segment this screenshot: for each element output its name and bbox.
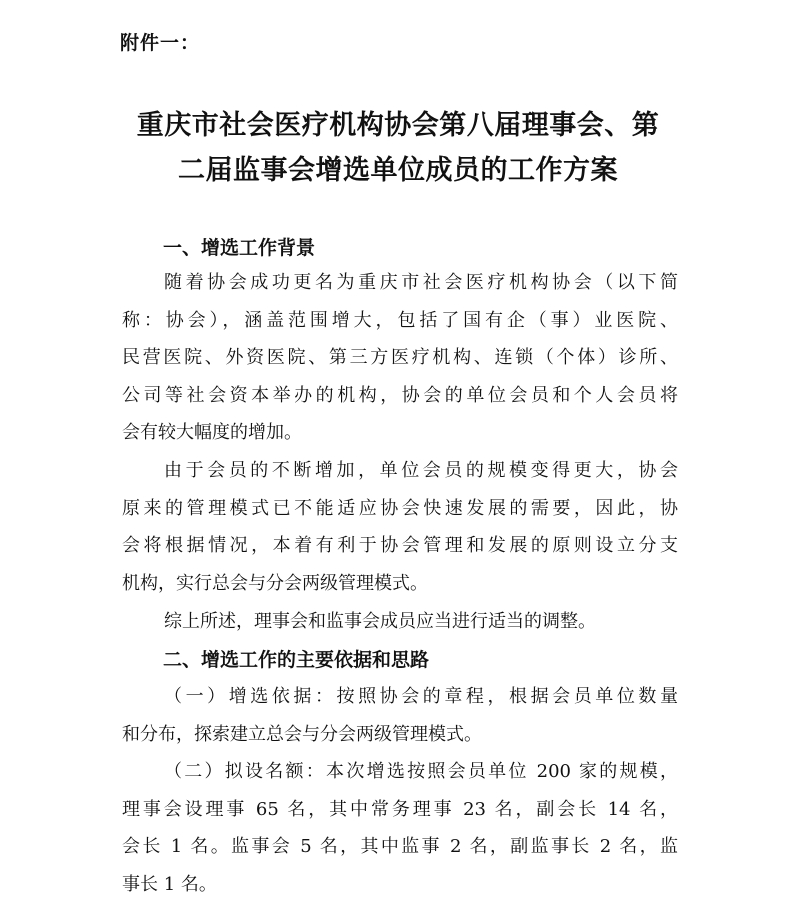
section-heading-background: 一、增选工作背景 bbox=[163, 237, 316, 259]
text-line: 原来的管理模式已不能适应协会快速发展的需要，因此，协 bbox=[122, 497, 678, 519]
text-line: 综上所述，理事会和监事会成员应当进行适当的调整。 bbox=[164, 611, 596, 632]
title-line-2: 二届监事会增选单位成员的工作方案 bbox=[178, 155, 618, 186]
paragraph-background-2 bbox=[122, 452, 678, 602]
title-line-1: 重庆市社会医疗机构协会第八届理事会、第 bbox=[136, 110, 660, 141]
text-line: 公司等社会资本举办的机构，协会的单位会员和个人会员将 bbox=[122, 384, 678, 406]
paragraph-basis bbox=[122, 678, 678, 753]
text-line: 和分布，探索建立总会与分会两级管理模式。 bbox=[122, 723, 482, 745]
text-line: （一）增选依据：按照协会的章程，根据会员单位数量 bbox=[164, 686, 678, 707]
text-line: 会将根据情况，本着有利于协会管理和发展的原则设立分支 bbox=[122, 535, 678, 556]
document-title bbox=[118, 103, 678, 193]
section-heading-basis: 二、增选工作的主要依据和思路 bbox=[163, 649, 430, 671]
text-line: 会有较大幅度的增加。 bbox=[122, 422, 302, 443]
text-line: 机构，实行总会与分会两级管理模式。 bbox=[122, 572, 428, 594]
paragraph-background-1 bbox=[122, 264, 678, 452]
paragraph-summary bbox=[122, 603, 678, 641]
text-line: （二）拟设名额：本次增选按照会员单位 200 家的规模， bbox=[164, 761, 678, 782]
text-line: 会长 1 名。监事会 5 名，其中监事 2 名，副监事长 2 名，监 bbox=[122, 836, 678, 857]
text-line: 民营医院、外资医院、第三方医疗机构、连锁（个体）诊所、 bbox=[122, 347, 678, 368]
text-line: 称：协会），涵盖范围增大，包括了国有企（事）业医院、 bbox=[122, 309, 678, 331]
text-line: 随着协会成功更名为重庆市社会医疗机构协会（以下简 bbox=[164, 272, 678, 293]
attachment-label: 附件一： bbox=[120, 32, 201, 54]
text-line: 由于会员的不断增加，单位会员的规模变得更大，协会 bbox=[164, 460, 678, 481]
text-line: 事长 1 名。 bbox=[122, 873, 217, 895]
text-line: 理事会设理事 65 名，其中常务理事 23 名，副会长 14 名， bbox=[122, 798, 678, 820]
paragraph-quota bbox=[122, 753, 678, 903]
